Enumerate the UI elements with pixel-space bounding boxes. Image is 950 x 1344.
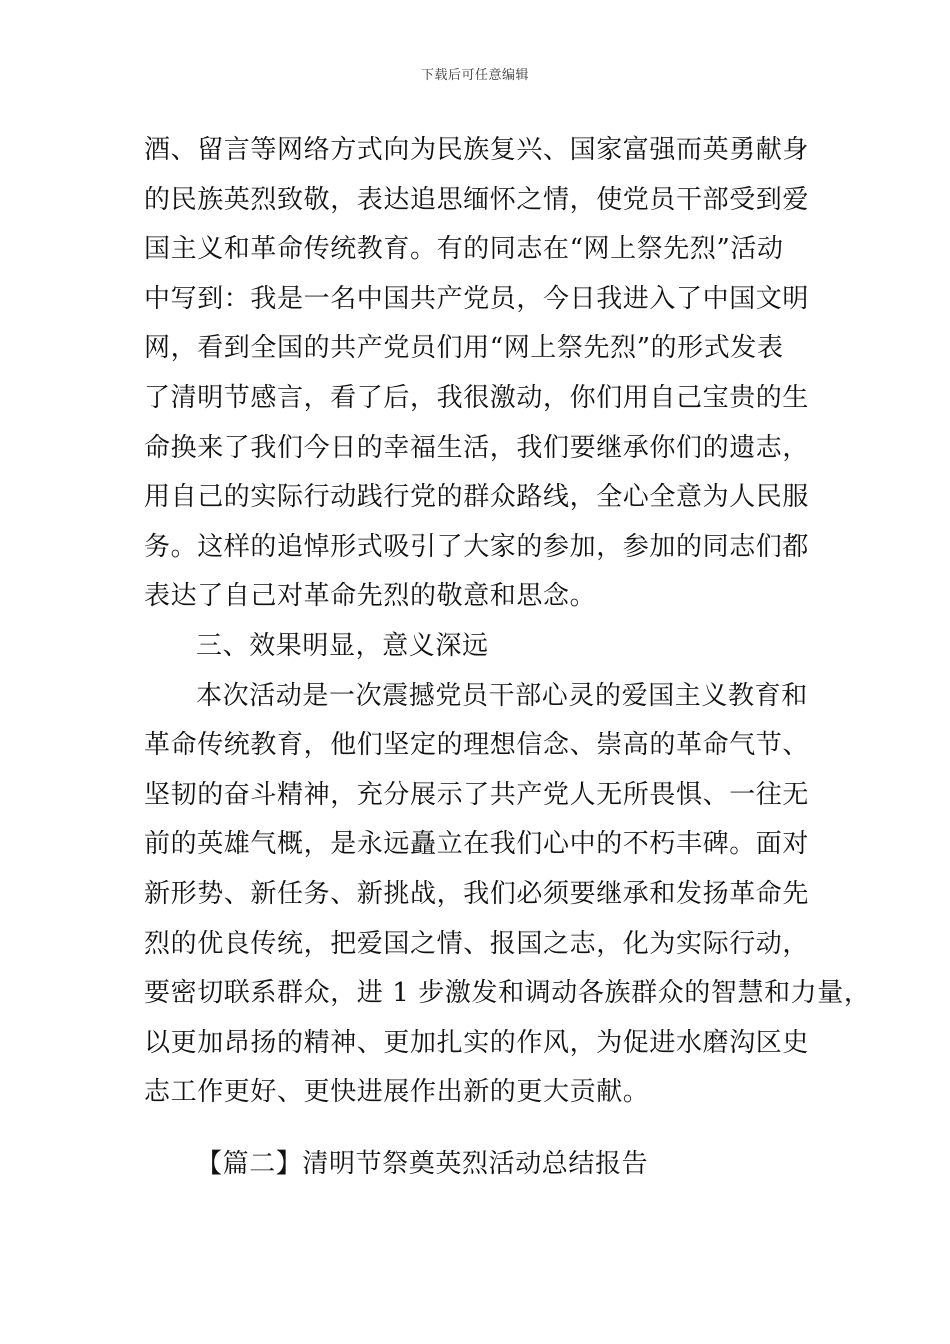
text-line: 务。这样的追悼形式吸引了大家的参加，参加的同志们都: [144, 531, 810, 562]
text-line: 的民族英烈致敬，表达追思缅怀之情，使党员干部受到爱: [144, 184, 810, 215]
text-line: 以更加昂扬的精神、更加扎实的作风，为促进水磨沟区史: [144, 1027, 810, 1058]
header-note: 下载后可任意编辑: [420, 68, 529, 83]
text-line: 酒、留言等网络方式向为民族复兴、国家富强而英勇献身: [144, 135, 810, 165]
text-line: 表达了自己对革命先烈的敬意和思念。: [144, 581, 597, 612]
text-line: 新形势、新任务、新挑战，我们必须要继承和发扬革命先: [144, 878, 810, 909]
text-line: 坚韧的奋斗精神，充分展示了共产党人无所畏惧、一往无: [144, 779, 810, 810]
body-text: [144, 126, 871, 1189]
text-line: 用自己的实际行动践行党的群众路线，全心全意为人民服: [144, 482, 810, 513]
section-heading: 三、效果明显，意义深远: [196, 630, 489, 661]
text-line: 志工作更好、更快进展作出新的更大贡献。: [144, 1077, 650, 1108]
paragraph-gap: [144, 1118, 814, 1140]
text-line: 命换来了我们今日的幸福生活，我们要继承你们的遗志，: [144, 432, 810, 463]
text-line: 网，看到全国的共产党员们用“网上祭先烈”的形式发表: [144, 333, 784, 364]
text-line: 革命传统教育，他们坚定的理想信念、崇高的革命气节、: [144, 730, 810, 761]
text-line: 国主义和革命传统教育。有的同志在“网上祭先烈”活动: [144, 234, 784, 265]
text-line: 前的英雄气概，是永远矗立在我们心中的不朽丰碑。面对: [144, 829, 810, 860]
text-line: 要密切联系群众，进 1 步激发和调动各族群众的智慧和力量，: [144, 978, 871, 1009]
text-line: 中写到：我是一名中国共产党员，今日我进入了中国文明: [144, 283, 810, 314]
text-line: 烈的优良传统，把爱国之情、报国之志，化为实际行动，: [144, 928, 810, 959]
article-title: 【篇二】清明节祭奠英烈活动总结报告: [196, 1148, 649, 1179]
text-line: 本次活动是一次震撼党员干部心灵的爱国主义教育和: [196, 680, 808, 711]
text-line: 了清明节感言，看了后，我很激动，你们用自己宝贵的生: [144, 382, 810, 413]
